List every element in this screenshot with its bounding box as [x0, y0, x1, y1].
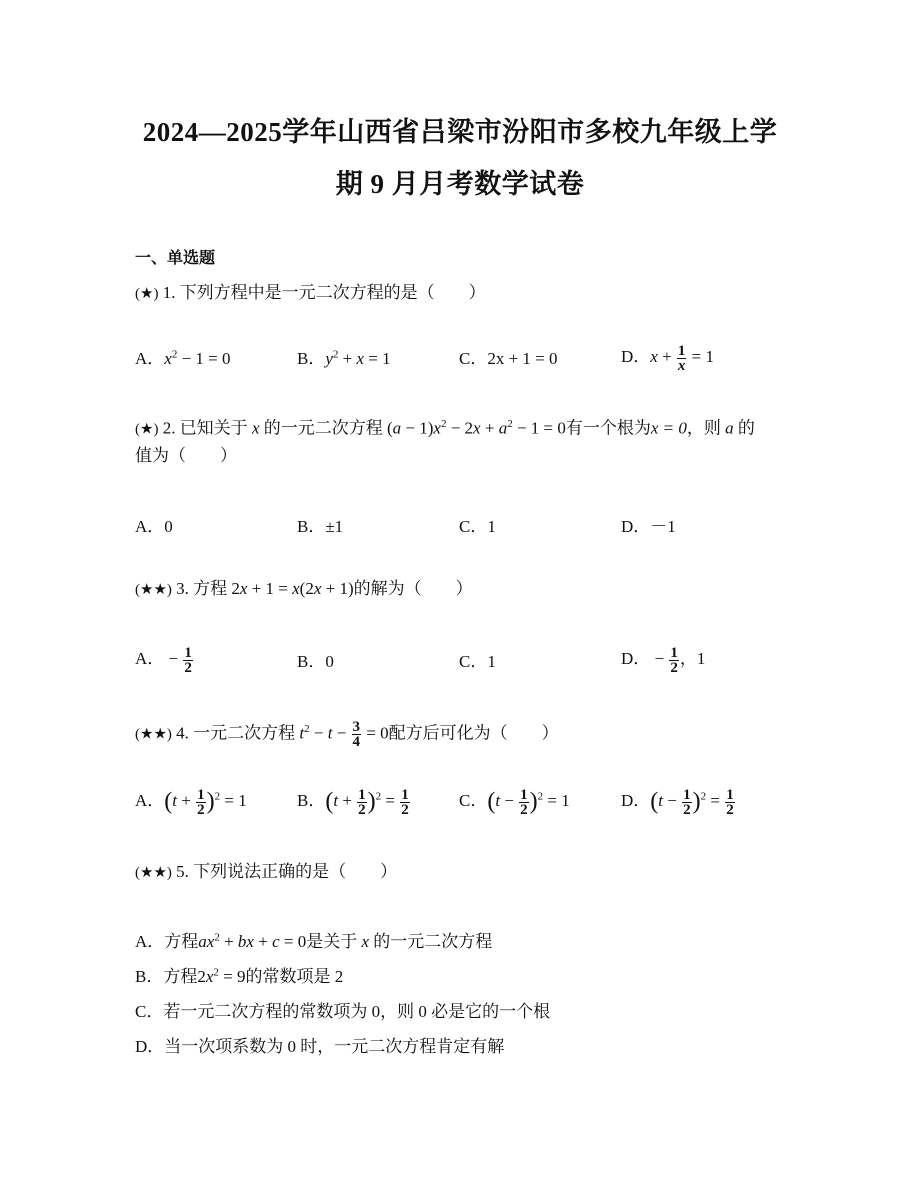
section-heading: 一、单选题 — [135, 250, 216, 267]
question-stem: ，则 — [686, 418, 721, 438]
option-c: C．(t − $\frac{1}{2}$ )$^2$ = 1 — [459, 786, 570, 818]
option-text: 是关于 — [306, 932, 358, 951]
question-stem: 配方后可化为（ ） — [388, 723, 559, 743]
option-text: ，1 — [679, 649, 706, 668]
question-stem: 1. 下列方程中是一元二次方程的是（ ） — [162, 283, 486, 302]
question-2: (★) 2. 已知关于 x 的一元二次方程 $(a - 1)x^2 - 2x + a^2 - 1 = 0$有一个根为x = 0，则 a 的 — [135, 418, 755, 438]
question-5 — [135, 856, 397, 889]
option-c: C．若一元二次方程的常数项为 0，则 0 必是它的一个根 — [135, 1002, 551, 1021]
variable: x — [251, 418, 260, 438]
question-stem: 2. 已知关于 — [162, 418, 248, 438]
difficulty-stars: (★★) — [135, 865, 172, 881]
option-label: D． — [621, 791, 651, 810]
option-text: 2x + 1 = 0 — [487, 349, 558, 368]
root-condition: x = 0 — [650, 418, 687, 438]
option-label: A． — [135, 791, 165, 810]
question-1 — [135, 277, 486, 310]
difficulty-stars: (★) — [135, 421, 159, 438]
option-c: C．1 — [459, 517, 496, 536]
variable: x — [361, 932, 369, 951]
option-b: B．(t + $\frac{1}{2}$ )$^2$ = $\frac{1}{2}$ — [297, 786, 409, 818]
page-title-line2: 期 9 月月考数学试卷 — [335, 169, 585, 199]
question-stem: 的一元二次方程 — [263, 418, 383, 438]
page-title-line1: 2024—2025学年山西省吕梁市汾阳市多校九年级上学 — [142, 117, 778, 147]
question-stem: 5. 下列说法正确的是（ ） — [176, 862, 398, 881]
option-b: B．$y^2 + x = 1$ — [297, 348, 391, 368]
option-a: A．0 — [135, 517, 173, 536]
option-b: B．0 — [297, 652, 334, 671]
question-stem: 的解为（ ） — [353, 579, 473, 598]
question-stem: 3. 方程 — [176, 579, 228, 598]
option-text: 的一元二次方程 — [373, 932, 493, 951]
question-4: (★★) 4. 一元二次方程 $t^2 - t$ − $\frac{3}{4}$ = 0配方后可化为（ ） — [135, 719, 559, 751]
option-a: A．$x^2 - 1 = 0$ — [135, 348, 231, 368]
question-stem: 有一个根为 — [565, 418, 651, 438]
option-label: A． — [135, 349, 165, 368]
difficulty-stars: (★) — [135, 286, 159, 302]
option-d: D．(t − $\frac{1}{2}$ )$^2$ = $\frac{1}{2}$ — [621, 786, 734, 818]
variable: a — [725, 418, 734, 438]
option-text: 的常数项是 2 — [245, 967, 344, 986]
option-d: D．当一次项系数为 0 时，一元二次方程肯定有解 — [135, 1037, 505, 1056]
difficulty-stars: (★★) — [135, 582, 172, 598]
question-stem: 4. 一元二次方程 — [176, 723, 296, 743]
option-a: A．方程$ax^2$ + bx + c = 0是关于 x 的一元二次方程 — [135, 931, 493, 951]
option-b: B．±1 — [297, 517, 344, 536]
option-d: D．－1 — [621, 517, 676, 536]
option-label: B． — [297, 349, 326, 368]
option-label: C． — [459, 349, 488, 368]
option-d: D．x + $\frac{1}{x}$ = 1 — [621, 342, 715, 374]
option-d: D． − $\frac{1}{2}$ ，1 — [621, 644, 706, 676]
option-b: B．方程$2x^2 = 9$的常数项是 2 — [135, 966, 344, 986]
question-3: (★★) 3. 方程 2x + 1 = x(2x + 1)的解为（ ） — [135, 579, 473, 598]
option-c: C．1 — [459, 652, 496, 671]
option-label: C． — [459, 791, 488, 810]
difficulty-stars: (★★) — [135, 726, 172, 743]
option-label: D． — [621, 347, 651, 366]
option-a: A． − $\frac{1}{2}$ — [135, 644, 192, 676]
option-text: A．方程 — [135, 932, 199, 951]
option-a: A．(t + $\frac{1}{2}$ )$^2$ = 1 — [135, 786, 247, 818]
option-label: A． — [135, 649, 165, 668]
option-label: B． — [297, 791, 326, 810]
question-stem: 的 — [737, 418, 755, 438]
option-text: B．方程 — [135, 967, 198, 986]
option-label: D． — [621, 649, 651, 668]
question-2-line2: 值为（ ） — [135, 446, 237, 465]
option-c — [459, 344, 558, 369]
